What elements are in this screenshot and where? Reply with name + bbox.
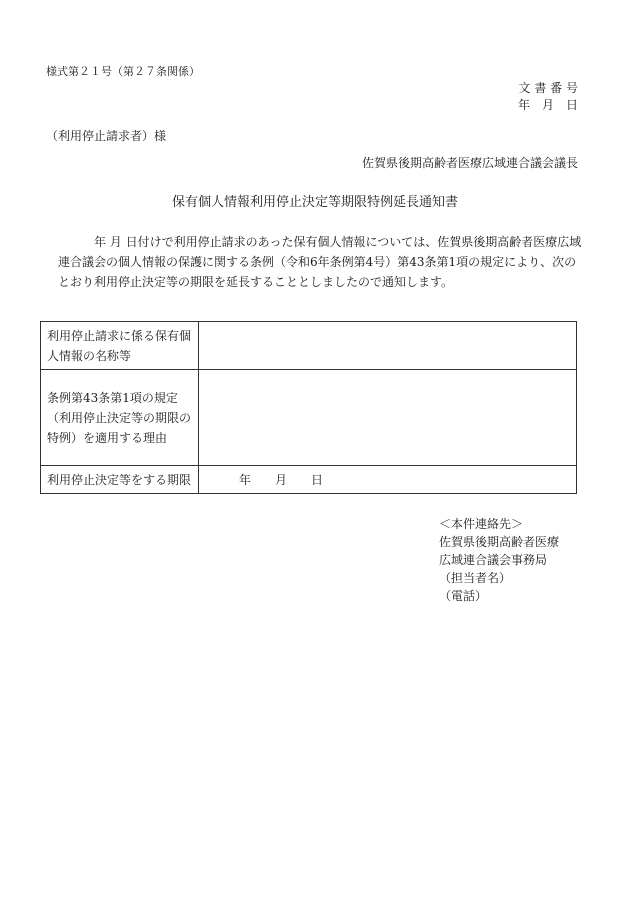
- contact-office-line1: 佐賀県後期高齢者医療: [439, 535, 560, 549]
- reason-value: [199, 370, 577, 466]
- body-paragraph: [58, 232, 583, 292]
- form-number: 様式第２１号（第２７条関係）: [46, 65, 200, 78]
- document-number-label: 文 書 番 号: [518, 81, 578, 95]
- document-meta: [518, 80, 578, 114]
- contact-office-line2: 広域連合議会事務局: [439, 553, 548, 567]
- body-text: 年 月 日付けで利用停止請求のあった保有個人情報については、佐賀県後期高齢者医療広域連合議会の個人情報の保護に関する条例（令和6年条例第4号）第43条第1項の規定により、次のとおり利用停止決定等の期限を延長することとしましたので通知します。: [58, 235, 582, 289]
- reason-label: 条例第43条第1項の規定（利用停止決定等の期限の特例）を適用する理由: [41, 370, 199, 466]
- sender: 佐賀県後期高齢者医療広域連合議会議長: [361, 156, 578, 170]
- info-table: [40, 321, 577, 494]
- info-name-label: 利用停止請求に係る保有個人情報の名称等: [41, 322, 199, 370]
- document-title: 保有個人情報利用停止決定等期限特例延長通知書: [171, 195, 458, 210]
- contact-person: （担当者名）: [439, 571, 512, 585]
- deadline-value: 年 月 日: [199, 466, 577, 494]
- table-row: [41, 370, 577, 466]
- recipient: （利用停止請求者）様: [46, 129, 167, 143]
- contact-phone: （電話）: [439, 589, 488, 603]
- contact-heading: ＜本件連絡先＞: [439, 517, 524, 531]
- table-row: [41, 466, 577, 494]
- contact-block: [439, 515, 559, 605]
- info-name-value: [199, 322, 577, 370]
- date-label: 年 月 日: [517, 98, 578, 112]
- table-row: [41, 322, 577, 370]
- deadline-label: 利用停止決定等をする期限: [41, 466, 199, 494]
